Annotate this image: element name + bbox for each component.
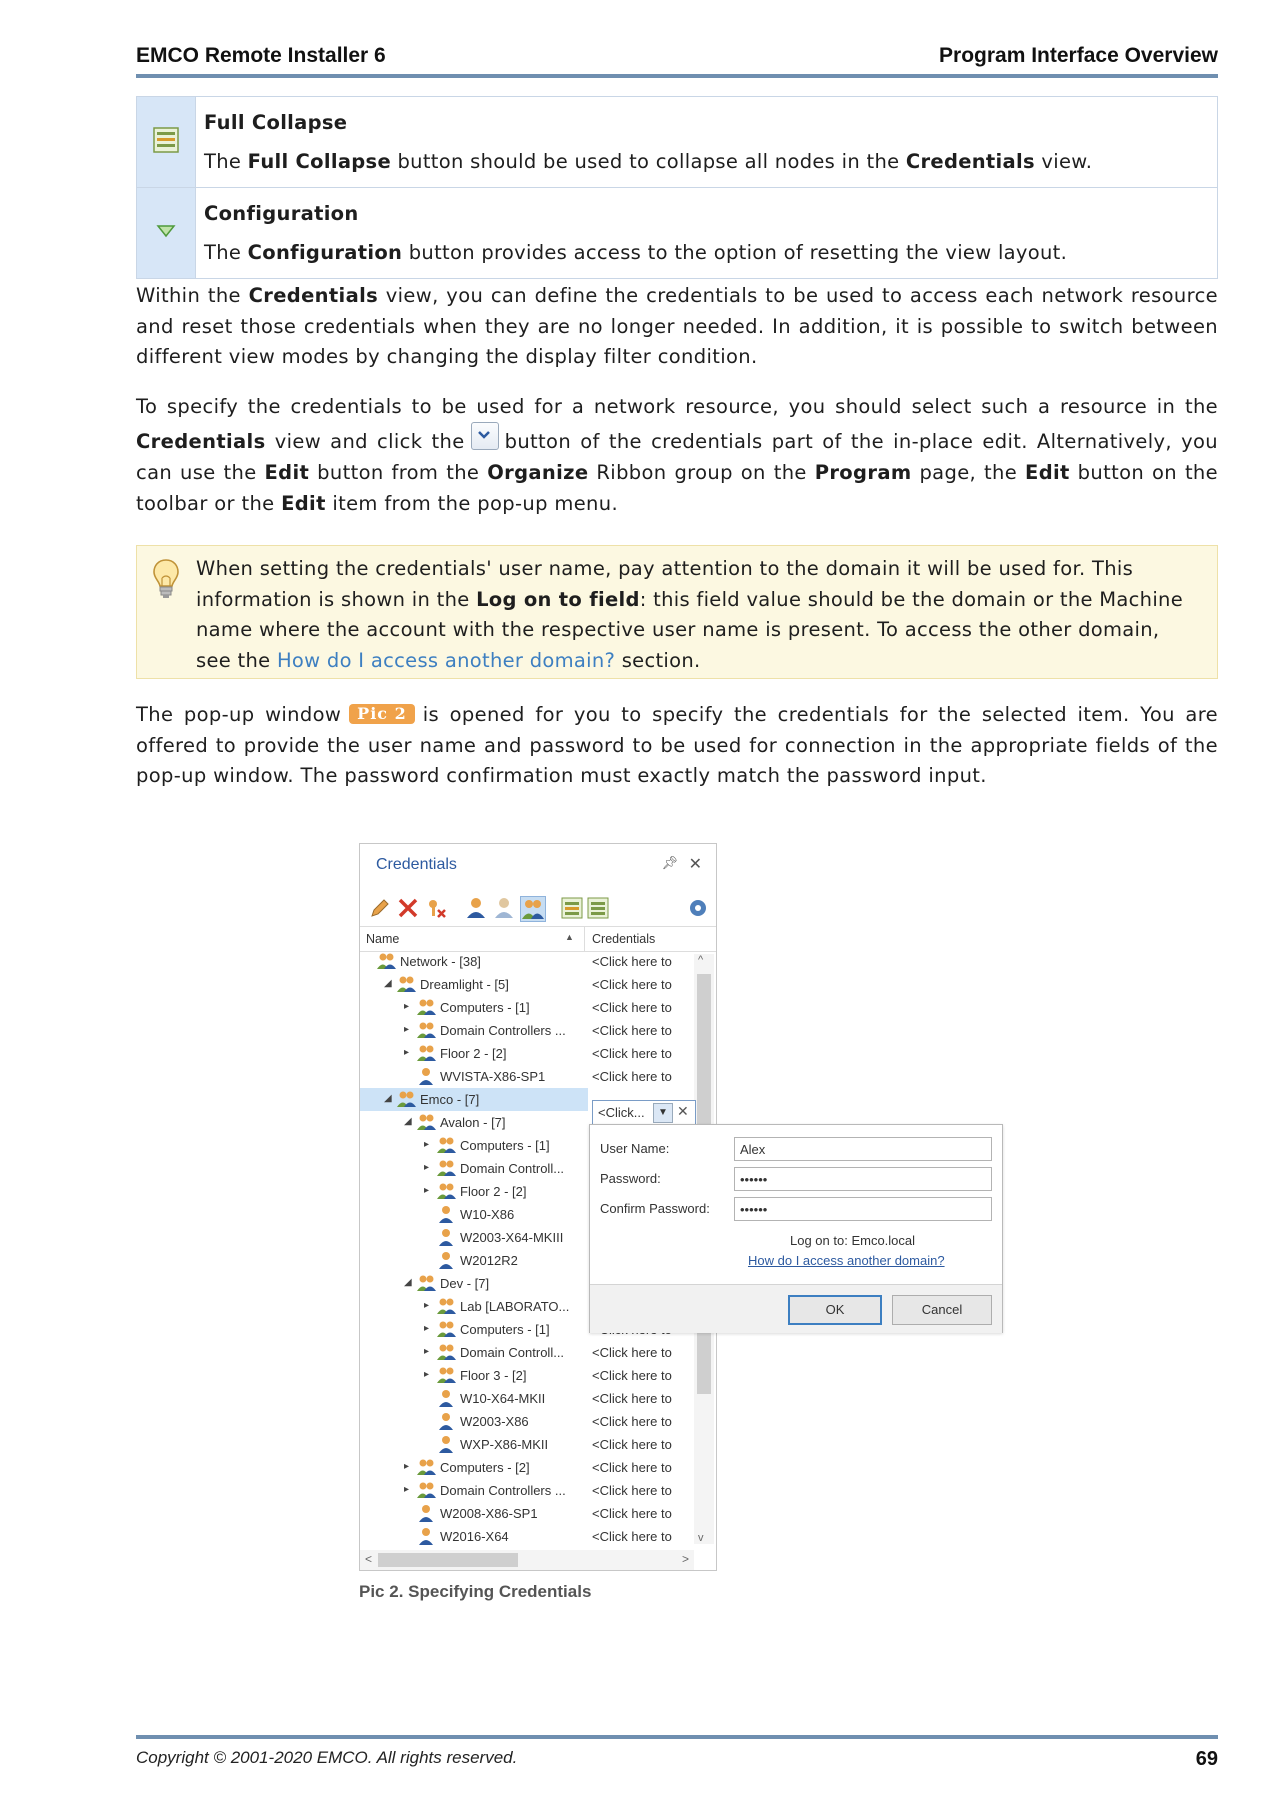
paragraph-popup-window: The pop-up window Pic 2 is opened for you to specify the credentials for the selected item. You are offered to provide the user name and password to be used for connection in the appropriate fields of the pop-up window. The password confirmation must exactly match the password input. xyxy=(136,703,1218,787)
group-icon xyxy=(416,1273,436,1293)
row-credentials[interactable]: <Click here to xyxy=(592,1391,672,1406)
sort-up-icon: ▲ xyxy=(565,932,574,942)
row-name: W2003-X86 xyxy=(460,1414,529,1429)
user-icon xyxy=(436,1204,456,1224)
group-icon xyxy=(436,1158,456,1178)
collapsed-arrow-icon[interactable]: ▸ xyxy=(424,1139,430,1150)
table-row[interactable] xyxy=(360,950,716,973)
paragraph-credentials-view: Within the Credentials view, you can define the credentials to be used to access each network resource and reset those credentials when they are no longer needed. In addition, it is possible to switch between different view modes by changing the display filter condition. xyxy=(136,284,1218,368)
table-row[interactable] xyxy=(360,1019,716,1042)
row-name: Domain Controllers ... xyxy=(440,1483,566,1498)
group-icon xyxy=(416,1020,436,1040)
table-row[interactable] xyxy=(360,1502,716,1525)
row-credentials[interactable]: <Click here to xyxy=(592,1046,672,1061)
pic-2-badge[interactable]: Pic 2 xyxy=(349,704,415,724)
collapsed-arrow-icon[interactable]: ▸ xyxy=(404,1461,410,1472)
user-icon xyxy=(436,1250,456,1270)
popup-button-bar xyxy=(590,1284,1002,1333)
table-row[interactable] xyxy=(360,1410,716,1433)
expanded-arrow-icon[interactable]: ◢ xyxy=(384,1093,392,1104)
table-row[interactable] xyxy=(360,1387,716,1410)
row-name: Computers - [1] xyxy=(460,1322,550,1337)
footer-rule xyxy=(136,1735,1218,1739)
user-icon xyxy=(416,1066,436,1086)
inplace-credentials-editor[interactable] xyxy=(592,1100,696,1126)
ok-button[interactable]: OK xyxy=(788,1295,882,1325)
group-icon xyxy=(436,1296,456,1316)
close-icon[interactable]: ✕ xyxy=(688,856,702,873)
dropdown-button-icon xyxy=(471,422,499,450)
collapsed-arrow-icon[interactable]: ▸ xyxy=(404,1024,410,1035)
row-credentials[interactable]: <Click here to xyxy=(592,1483,672,1498)
confirm-password-field[interactable]: •••••• xyxy=(734,1197,992,1221)
row-credentials[interactable]: <Click here to xyxy=(592,977,672,992)
row-credentials[interactable]: <Click here to xyxy=(592,1414,672,1429)
row-name: Computers - [1] xyxy=(460,1138,550,1153)
panel-title: Credentials xyxy=(376,856,457,873)
group-icon xyxy=(416,1457,436,1477)
editor-value: <Click... xyxy=(598,1105,645,1120)
page-number: 69 xyxy=(1195,1748,1218,1770)
tip-text: When setting the credentials' user name, pay attention to the domain it will be used for. This information is shown in the Log on to field: this field value should be the domain or the Machine name where the account with the respective user name is present. To access the other domain, see the How do I access another domain? section. xyxy=(196,557,1184,672)
collapsed-arrow-icon[interactable]: ▸ xyxy=(424,1162,430,1173)
table-row xyxy=(137,188,1218,279)
row-name: W2008-X86-SP1 xyxy=(440,1506,538,1521)
user-icon xyxy=(416,1526,436,1546)
row-name: Domain Controll... xyxy=(460,1161,565,1176)
footer-copyright: Copyright © 2001-2020 EMCO. All rights reserved. xyxy=(136,1748,518,1767)
edit-icon[interactable] xyxy=(368,896,392,920)
toolbar xyxy=(368,896,708,922)
row-name: Floor 2 - [2] xyxy=(440,1046,507,1061)
cancel-button[interactable]: Cancel xyxy=(892,1295,992,1325)
configuration-icon-cell xyxy=(137,188,196,279)
row-credentials[interactable]: <Click here to xyxy=(592,954,672,969)
tip-box xyxy=(136,545,1218,679)
group-icon xyxy=(436,1319,456,1339)
user-icon[interactable] xyxy=(464,896,488,920)
configuration-text xyxy=(196,188,1218,279)
chevron-down-icon[interactable]: ▼ xyxy=(653,1103,673,1123)
collapsed-arrow-icon[interactable]: ▸ xyxy=(404,1001,410,1012)
header-rule xyxy=(136,74,1218,78)
another-domain-link[interactable]: How do I access another domain? xyxy=(276,648,616,672)
lightbulb-icon xyxy=(151,558,181,600)
page-header xyxy=(136,44,1218,74)
group-icon[interactable] xyxy=(520,896,546,922)
group-icon xyxy=(416,1043,436,1063)
row-name: Emco - [7] xyxy=(420,1092,480,1107)
full-collapse-toolbar-icon[interactable] xyxy=(586,896,610,920)
table-row[interactable] xyxy=(360,1433,716,1456)
row-name: Floor 2 - [2] xyxy=(460,1184,527,1199)
row-name: W2016-X64 xyxy=(440,1529,509,1544)
user-icon xyxy=(416,1503,436,1523)
full-collapse-desc: The Full Collapse button should be used to collapse all nodes in the Credentials view. xyxy=(204,150,1093,173)
full-expand-icon[interactable] xyxy=(560,896,584,920)
delete-icon[interactable] xyxy=(396,896,420,920)
row-credentials[interactable]: <Click here to xyxy=(592,1000,672,1015)
paragraph-specify-credentials: To specify the credentials to be used for a network resource, you should select such a resource in the Credentials view and click the button of the credentials part of the in-place edit. Alternatively, you can use the Edit button from the Organize Ribbon group on the Program page, the Edit button on the toolbar or the Edit item from the pop-up menu. xyxy=(136,395,1219,515)
row-credentials[interactable]: <Click here to xyxy=(592,1437,672,1452)
row-name: Dev - [7] xyxy=(440,1276,490,1291)
table-row[interactable] xyxy=(360,1364,716,1387)
confirm-password-label: Confirm Password: xyxy=(600,1201,710,1216)
configuration-title: Configuration xyxy=(204,202,359,225)
another-domain-popup-link[interactable]: How do I access another domain? xyxy=(748,1253,945,1268)
log-on-to-label: Log on to: Emco.local xyxy=(790,1233,916,1248)
row-name: WXP-X86-MKII xyxy=(460,1437,549,1452)
horizontal-scrollbar[interactable] xyxy=(360,1550,694,1570)
row-name: Domain Controllers ... xyxy=(440,1023,566,1038)
group-icon xyxy=(436,1342,456,1362)
user-icon xyxy=(436,1388,456,1408)
expanded-arrow-icon[interactable]: ◢ xyxy=(404,1116,412,1127)
row-name: W2003-X64-MKIII xyxy=(460,1230,564,1245)
group-icon xyxy=(416,1480,436,1500)
scroll-up-icon[interactable]: ^ xyxy=(698,954,704,966)
row-name: W10-X64-MKII xyxy=(460,1391,546,1406)
full-collapse-icon-cell xyxy=(137,97,196,188)
full-collapse-text xyxy=(196,97,1218,188)
collapsed-arrow-icon[interactable]: ▸ xyxy=(424,1185,430,1196)
button-description-table xyxy=(136,96,1218,279)
group-icon xyxy=(436,1365,456,1385)
collapsed-arrow-icon[interactable]: ▸ xyxy=(404,1047,410,1058)
collapsed-arrow-icon[interactable]: ▸ xyxy=(404,1484,410,1495)
collapsed-arrow-icon[interactable]: ▸ xyxy=(424,1346,430,1357)
column-credentials[interactable]: Credentials xyxy=(592,932,656,946)
table-row[interactable] xyxy=(360,1088,588,1111)
configuration-icon xyxy=(156,223,176,239)
group-icon xyxy=(396,974,416,994)
expanded-arrow-icon[interactable]: ◢ xyxy=(384,978,392,989)
clear-icon[interactable]: ✕ xyxy=(677,1103,689,1119)
figure-caption: Pic 2. Specifying Credentials xyxy=(359,1582,592,1601)
row-credentials[interactable]: <Click here to xyxy=(592,1529,672,1544)
row-name: Network - [38] xyxy=(400,954,481,969)
row-credentials[interactable]: <Click here to xyxy=(592,1023,672,1038)
row-name: W2012R2 xyxy=(460,1253,518,1268)
full-collapse-icon xyxy=(153,126,179,154)
row-name: Lab [LABORATO... xyxy=(460,1299,570,1314)
password-label: Password: xyxy=(600,1171,661,1186)
group-icon xyxy=(376,951,396,971)
row-credentials[interactable]: <Click here to xyxy=(592,1460,672,1475)
group-icon xyxy=(436,1135,456,1155)
table-row[interactable] xyxy=(360,1065,716,1088)
row-credentials[interactable]: <Click here to xyxy=(592,1506,672,1521)
configuration-desc: The Configuration button provides access to the option of resetting the view layout. xyxy=(204,241,1068,264)
user-name-label: User Name: xyxy=(600,1141,670,1156)
row-name: Computers - [1] xyxy=(440,1000,530,1015)
table-row xyxy=(137,97,1218,188)
collapsed-arrow-icon[interactable]: ▸ xyxy=(424,1323,430,1334)
pin-icon[interactable]: 📌︎ xyxy=(661,855,678,870)
user-icon xyxy=(436,1227,456,1247)
user-icon xyxy=(436,1411,456,1431)
row-name: Floor 3 - [2] xyxy=(460,1368,527,1383)
grid-header xyxy=(360,926,716,952)
row-name: Domain Controll... xyxy=(460,1345,565,1360)
table-row[interactable] xyxy=(360,1042,716,1065)
user-name-field[interactable]: Alex xyxy=(734,1137,992,1161)
row-credentials[interactable]: <Click here to xyxy=(592,1345,672,1360)
group-icon xyxy=(416,1112,436,1132)
table-row[interactable] xyxy=(360,996,716,1019)
row-name: WVISTA-X86-SP1 xyxy=(440,1069,546,1084)
table-row[interactable] xyxy=(360,1341,716,1364)
full-collapse-title: Full Collapse xyxy=(204,111,348,134)
table-row[interactable] xyxy=(360,1456,716,1479)
table-row[interactable] xyxy=(360,973,716,996)
password-field[interactable]: •••••• xyxy=(734,1167,992,1191)
row-name: Computers - [2] xyxy=(440,1460,530,1475)
header-product: EMCO Remote Installer 6 xyxy=(136,44,386,67)
scroll-down-icon[interactable]: v xyxy=(698,1532,704,1544)
group-icon xyxy=(396,1089,416,1109)
credentials-popup xyxy=(589,1124,1003,1333)
gear-icon[interactable] xyxy=(686,896,710,920)
collapsed-arrow-icon[interactable]: ▸ xyxy=(424,1300,430,1311)
row-name: W10-X86 xyxy=(460,1207,515,1222)
table-row[interactable] xyxy=(360,1525,716,1548)
collapsed-arrow-icon[interactable]: ▸ xyxy=(424,1369,430,1380)
user-gray-icon[interactable] xyxy=(492,896,516,920)
expanded-arrow-icon[interactable]: ◢ xyxy=(404,1277,412,1288)
group-icon xyxy=(436,1181,456,1201)
reset-credentials-icon[interactable] xyxy=(424,896,448,920)
scroll-right-icon[interactable]: > xyxy=(681,1552,689,1566)
scroll-left-icon[interactable]: < xyxy=(365,1552,373,1566)
user-icon xyxy=(436,1434,456,1454)
header-section: Program Interface Overview xyxy=(939,44,1218,67)
row-credentials[interactable]: <Click here to xyxy=(592,1069,672,1084)
table-row[interactable] xyxy=(360,1479,716,1502)
group-icon xyxy=(416,997,436,1017)
column-name[interactable]: Name xyxy=(366,932,400,946)
row-name: Dreamlight - [5] xyxy=(420,977,509,992)
row-credentials[interactable]: <Click here to xyxy=(592,1368,672,1383)
row-name: Avalon - [7] xyxy=(440,1115,506,1130)
